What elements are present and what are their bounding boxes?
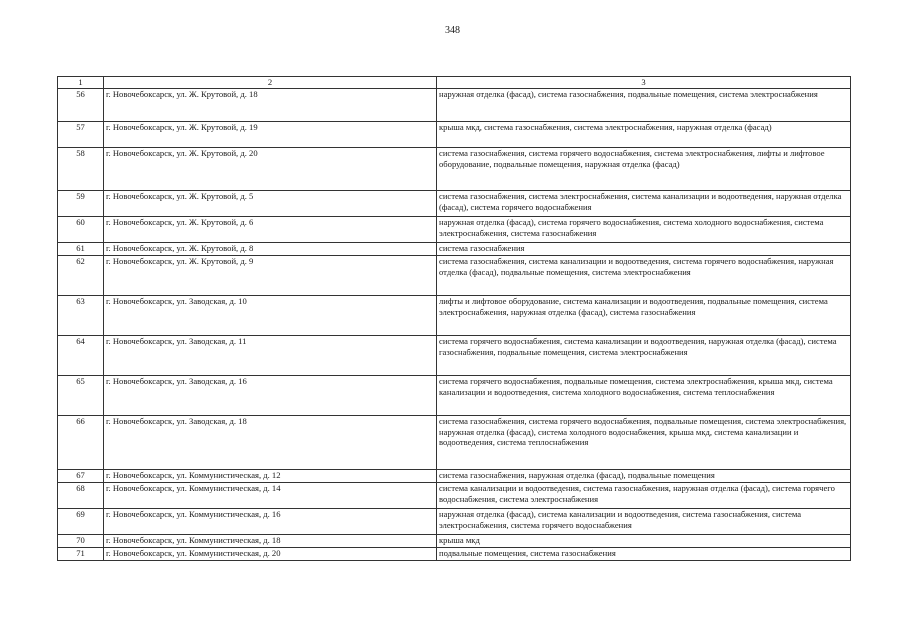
table-row [58, 121, 851, 147]
table-row [58, 534, 851, 547]
row-number: 62 [58, 255, 104, 295]
row-systems: крыша мкд, система газоснабжения, система электроснабжения, наружная отделка (фасад) [437, 121, 851, 147]
row-number: 58 [58, 147, 104, 190]
row-systems: система канализации и водоотведения, система газоснабжения, наружная отделка (фасад), система горячего водоснабжения, система электроснабжения [437, 482, 851, 508]
row-number: 66 [58, 415, 104, 469]
row-number: 64 [58, 335, 104, 375]
table-row [58, 335, 851, 375]
table-row [58, 255, 851, 295]
table-header-row [58, 77, 851, 89]
table-row [58, 375, 851, 415]
table-row [58, 295, 851, 335]
row-number: 67 [58, 469, 104, 482]
row-systems: система горячего водоснабжения, система канализации и водоотведения, наружная отделка (фасад), система газоснабжения, подвальные помещения, система электроснабжения [437, 335, 851, 375]
column-header-systems: 3 [437, 77, 851, 89]
row-address: г. Новочебоксарск, ул. Ж. Крутовой, д. 6 [104, 216, 437, 242]
registry-table [57, 76, 851, 561]
row-systems: система газоснабжения [437, 242, 851, 255]
table-row [58, 190, 851, 216]
row-number: 70 [58, 534, 104, 547]
row-address: г. Новочебоксарск, ул. Заводская, д. 16 [104, 375, 437, 415]
column-header-number: 1 [58, 77, 104, 89]
row-number: 63 [58, 295, 104, 335]
table-row [58, 147, 851, 190]
row-systems: система газоснабжения, система горячего водоснабжения, система электроснабжения, лифты и лифтовое оборудование, подвальные помещения, наружная отделка (фасад) [437, 147, 851, 190]
row-number: 60 [58, 216, 104, 242]
row-number: 71 [58, 547, 104, 560]
row-systems: система газоснабжения, наружная отделка (фасад), подвальные помещения [437, 469, 851, 482]
row-systems: лифты и лифтовое оборудование, система канализации и водоотведения, подвальные помещения, система электроснабжения, наружная отделка (фасад), система газоснабжения [437, 295, 851, 335]
row-systems: крыша мкд [437, 534, 851, 547]
row-number: 61 [58, 242, 104, 255]
row-number: 69 [58, 508, 104, 534]
table-row [58, 415, 851, 469]
row-number: 59 [58, 190, 104, 216]
table-row [58, 482, 851, 508]
row-address: г. Новочебоксарск, ул. Ж. Крутовой, д. 20 [104, 147, 437, 190]
row-address: г. Новочебоксарск, ул. Коммунистическая, д. 16 [104, 508, 437, 534]
table-row [58, 216, 851, 242]
row-systems: наружная отделка (фасад), система канализации и водоотведения, система газоснабжения, система электроснабжения, система горячего водоснабжения [437, 508, 851, 534]
row-address: г. Новочебоксарск, ул. Ж. Крутовой, д. 9 [104, 255, 437, 295]
row-number: 57 [58, 121, 104, 147]
row-number: 65 [58, 375, 104, 415]
row-systems: система горячего водоснабжения, подвальные помещения, система электроснабжения, крыша мкд, система канализации и водоотведения, система холодного водоснабжения, система теплоснабжения [437, 375, 851, 415]
table-row [58, 242, 851, 255]
row-address: г. Новочебоксарск, ул. Ж. Крутовой, д. 19 [104, 121, 437, 147]
page-number: 348 [445, 25, 460, 36]
row-systems: наружная отделка (фасад), система газоснабжения, подвальные помещения, система электроснабжения [437, 88, 851, 121]
row-address: г. Новочебоксарск, ул. Ж. Крутовой, д. 5 [104, 190, 437, 216]
row-address: г. Новочебоксарск, ул. Коммунистическая, д. 18 [104, 534, 437, 547]
table-row [58, 547, 851, 560]
row-systems: система газоснабжения, система электроснабжения, система канализации и водоотведения, наружная отделка (фасад), система горячего водоснабжения [437, 190, 851, 216]
column-header-address: 2 [104, 77, 437, 89]
row-address: г. Новочебоксарск, ул. Заводская, д. 18 [104, 415, 437, 469]
table-row [58, 88, 851, 121]
row-systems: система газоснабжения, система канализации и водоотведения, система горячего водоснабжения, наружная отделка (фасад), подвальные помещения, система электроснабжения [437, 255, 851, 295]
table-row [58, 508, 851, 534]
row-address: г. Новочебоксарск, ул. Коммунистическая, д. 14 [104, 482, 437, 508]
row-systems: наружная отделка (фасад), система горячего водоснабжения, система холодного водоснабжения, система электроснабжения, система газоснабжения [437, 216, 851, 242]
row-number: 68 [58, 482, 104, 508]
row-address: г. Новочебоксарск, ул. Заводская, д. 10 [104, 295, 437, 335]
row-address: г. Новочебоксарск, ул. Заводская, д. 11 [104, 335, 437, 375]
row-address: г. Новочебоксарск, ул. Коммунистическая, д. 20 [104, 547, 437, 560]
row-address: г. Новочебоксарск, ул. Коммунистическая, д. 12 [104, 469, 437, 482]
row-address: г. Новочебоксарск, ул. Ж. Крутовой, д. 18 [104, 88, 437, 121]
row-address: г. Новочебоксарск, ул. Ж. Крутовой, д. 8 [104, 242, 437, 255]
row-number: 56 [58, 88, 104, 121]
row-systems: система газоснабжения, система горячего водоснабжения, подвальные помещения, система электроснабжения, наружная отделка (фасад), система холодного водоснабжения, крыша мкд, система канализации и водоотведения, система теплоснабжения [437, 415, 851, 469]
table-row [58, 469, 851, 482]
row-systems: подвальные помещения, система газоснабжения [437, 547, 851, 560]
